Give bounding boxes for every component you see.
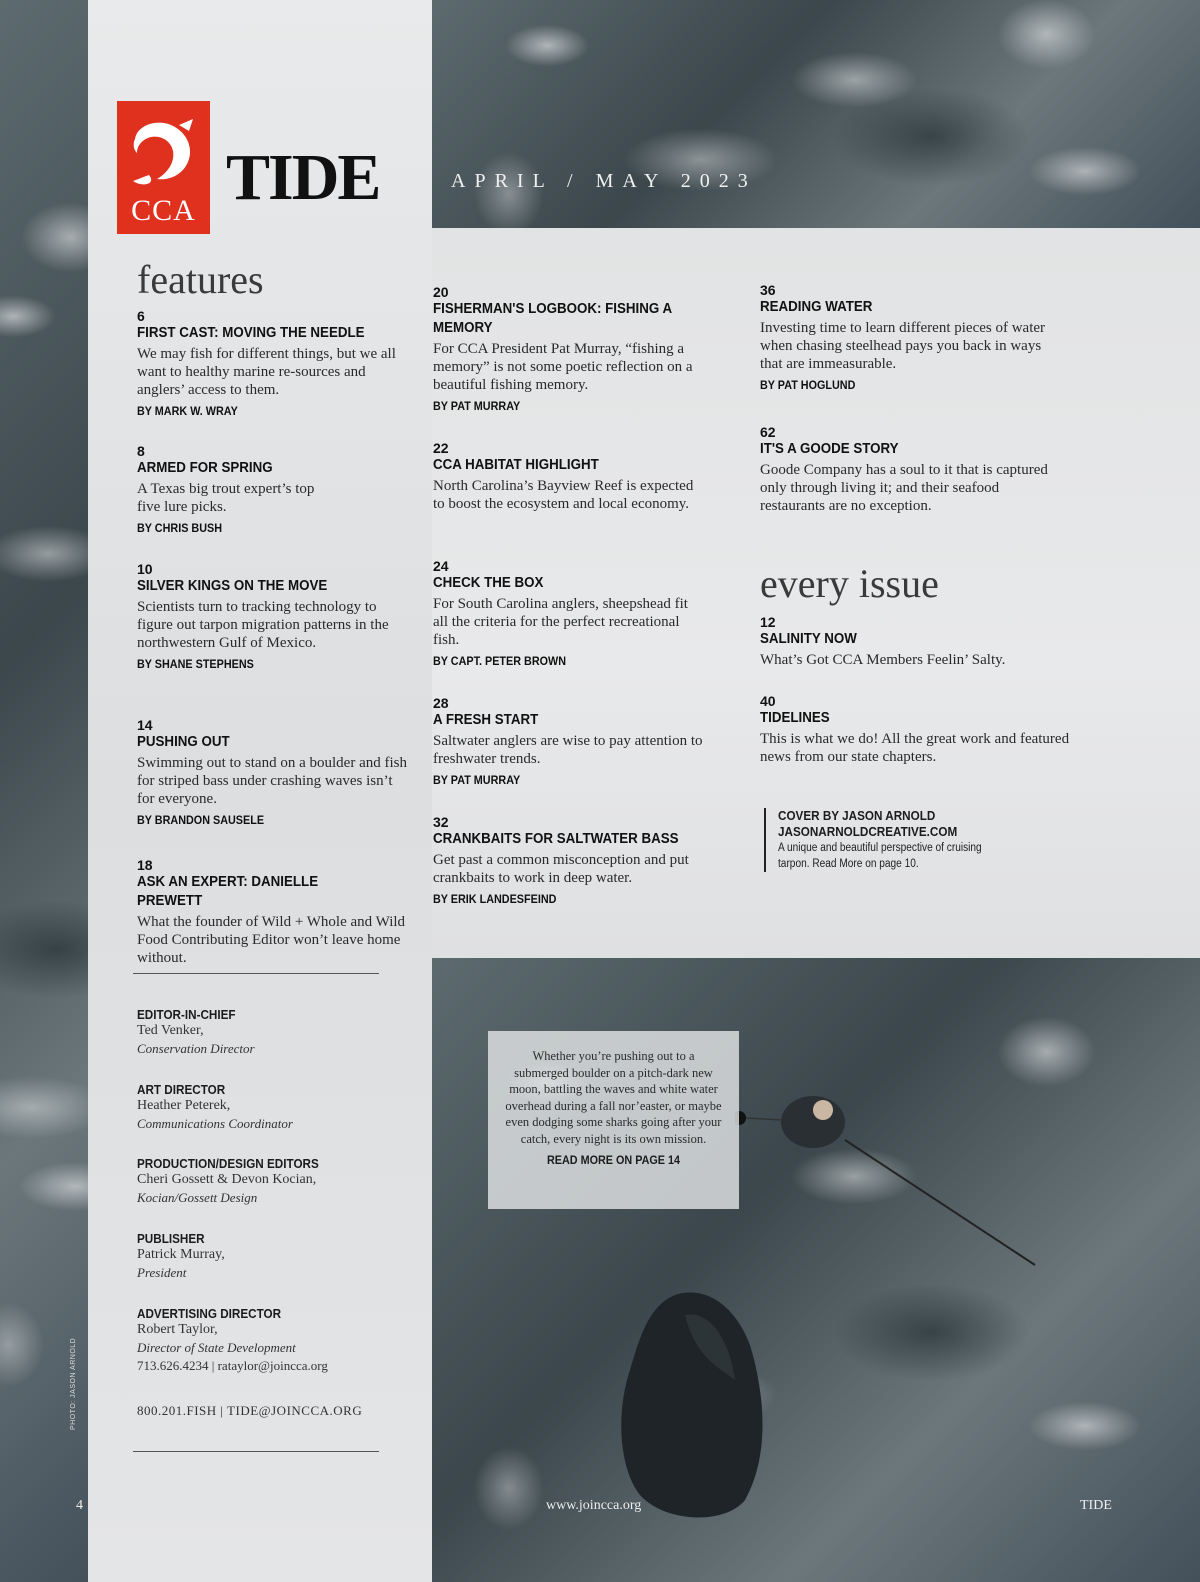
- logo-text: CCA: [131, 194, 196, 227]
- magazine-title: TIDE: [226, 141, 380, 214]
- staff-role: PRODUCTION/DESIGN EDITORS: [137, 1156, 319, 1171]
- water-photo-top: [432, 0, 1200, 228]
- contact-line[interactable]: 800.201.FISH | TIDE@JOINCCA.ORG: [137, 1403, 363, 1418]
- cca-logo: [117, 101, 210, 234]
- toc-byline: BY BRANDON SAUSELE: [137, 813, 265, 827]
- toc-title: A FRESH START: [433, 712, 539, 728]
- cover-credit-site[interactable]: JASONARNOLDCREATIVE.COM: [778, 824, 958, 839]
- every-issue-heading: every issue: [760, 561, 939, 606]
- toc-page: 8: [137, 443, 145, 459]
- staff-role: PUBLISHER: [137, 1231, 205, 1246]
- staff-role: ADVERTISING DIRECTOR: [137, 1306, 282, 1321]
- toc-item[interactable]: [137, 857, 407, 967]
- toc-page: 24: [433, 558, 449, 574]
- toc-desc: For CCA President Pat Murray, “fishing a memory” is not some poetic reflection on a beautiful fishing memory.: [433, 341, 693, 393]
- staff-entry: [137, 1007, 407, 1058]
- toc-byline: BY SHANE STEPHENS: [137, 657, 254, 671]
- staff-entry: [137, 1156, 407, 1207]
- photo-credit: PHOTO: JASON ARNOLD: [70, 1337, 77, 1430]
- issue-date: APRIL / MAY 2023: [451, 170, 757, 192]
- toc-item[interactable]: [137, 443, 337, 536]
- toc-byline: BY CAPT. PETER BROWN: [433, 654, 567, 668]
- toc-title: ASK AN EXPERT: DANIELLE PREWETT: [137, 874, 319, 909]
- toc-page: 18: [137, 857, 153, 873]
- staff-name: Robert Taylor,: [137, 1322, 218, 1337]
- toc-item[interactable]: [433, 558, 703, 669]
- toc-title: SILVER KINGS ON THE MOVE: [137, 578, 328, 594]
- toc-title: TIDELINES: [760, 710, 830, 726]
- toc-item[interactable]: [760, 282, 1060, 393]
- divider: [133, 973, 379, 974]
- toc-desc: Goode Company has a soul to it that is captured only through living it; and their seafood restaurants are no exception.: [760, 462, 1048, 514]
- toc-title: CRANKBAITS FOR SALTWATER BASS: [433, 831, 679, 847]
- divider: [133, 1451, 379, 1452]
- toc-desc: Investing time to learn different pieces of water when chasing steelhead pays you back in ways that are immeasurable.: [760, 320, 1046, 372]
- toc-desc: For South Carolina anglers, sheepshead fit all the criteria for the perfect recreational fish.: [433, 596, 688, 648]
- toc-title: SALINITY NOW: [760, 631, 857, 647]
- toc-byline: BY PAT HOGLUND: [760, 378, 856, 392]
- toc-item[interactable]: [137, 561, 407, 672]
- staff-entry: [137, 1082, 407, 1133]
- toc-title: IT'S A GOODE STORY: [760, 441, 899, 457]
- staff-position: Conservation Director: [137, 1041, 255, 1056]
- toc-desc: Saltwater anglers are wise to pay attention to freshwater trends.: [433, 733, 703, 767]
- cover-credit-desc: A unique and beautiful perspective of cruising tarpon. Read More on page 10.: [778, 842, 982, 870]
- toc-desc: Swimming out to stand on a boulder and fish for striped bass under crashing waves isn’t for everyone.: [137, 755, 407, 807]
- toc-page: 32: [433, 814, 449, 830]
- toc-item[interactable]: [137, 717, 407, 828]
- toc-item[interactable]: [433, 695, 703, 788]
- callout-text: Whether you’re pushing out to a submerged boulder on a pitch-dark new moon, battling the waves and white water overhead during a fall nor’easter, or maybe even dodging some sharks going after your catch, every night is its own mission.: [505, 1049, 722, 1146]
- staff-entry: [137, 1231, 407, 1282]
- toc-item[interactable]: [137, 308, 407, 419]
- toc-page: 14: [137, 717, 153, 733]
- toc-desc: What’s Got CCA Members Feelin’ Salty.: [760, 652, 1006, 668]
- toc-title: CCA HABITAT HIGHLIGHT: [433, 457, 599, 473]
- staff-role: ART DIRECTOR: [137, 1082, 226, 1097]
- toc-page: 12: [760, 614, 776, 630]
- toc-item[interactable]: [760, 424, 1060, 515]
- toc-desc: This is what we do! All the great work and featured news from our state chapters.: [760, 731, 1070, 765]
- staff-position: President: [137, 1265, 187, 1280]
- cover-credit: [764, 808, 1018, 872]
- boulder-shape: [615, 1285, 775, 1525]
- staff-position: Communications Coordinator: [137, 1116, 293, 1131]
- toc-item[interactable]: [433, 440, 703, 513]
- toc-desc: North Carolina’s Bayview Reef is expected to boost the ecosystem and local economy.: [433, 478, 694, 512]
- toc-title: FIRST CAST: MOVING THE NEEDLE: [137, 325, 365, 341]
- toc-page: 28: [433, 695, 449, 711]
- staff-name: Patrick Murray,: [137, 1247, 225, 1262]
- toc-title: ARMED FOR SPRING: [137, 460, 273, 476]
- footer-magazine: TIDE: [1080, 1498, 1112, 1513]
- features-heading: features: [137, 257, 264, 302]
- cover-credit-title: COVER BY JASON ARNOLD: [778, 808, 936, 823]
- toc-page: 10: [137, 561, 153, 577]
- toc-title: FISHERMAN'S LOGBOOK: FISHING A MEMORY: [433, 301, 672, 336]
- toc-byline: BY MARK W. WRAY: [137, 404, 238, 418]
- toc-desc: Scientists turn to tracking technology to figure out tarpon migration patterns in the northwestern Gulf of Mexico.: [137, 599, 389, 651]
- footer-website[interactable]: www.joincca.org: [546, 1498, 642, 1513]
- toc-byline: BY CHRIS BUSH: [137, 521, 223, 535]
- toc-page: 36: [760, 282, 776, 298]
- toc-title: CHECK THE BOX: [433, 575, 544, 591]
- toc-item[interactable]: [760, 693, 1070, 766]
- page-number: 4: [76, 1498, 83, 1513]
- toc-desc: What the founder of Wild + Whole and Wild Food Contributing Editor won’t leave home without.: [137, 914, 406, 966]
- read-more-link[interactable]: READ MORE ON PAGE 14: [546, 1153, 681, 1167]
- toc-desc: We may fish for different things, but we all want to healthy marine re-sources and anglers’ access to them.: [137, 346, 396, 398]
- toc-page: 62: [760, 424, 776, 440]
- staff-entry: [137, 1306, 407, 1375]
- toc-desc: Get past a common misconception and put crankbaits to work in deep water.: [433, 852, 689, 886]
- staff-name: Ted Venker,: [137, 1023, 204, 1038]
- toc-page: 20: [433, 284, 449, 300]
- toc-page: 22: [433, 440, 449, 456]
- toc-title: PUSHING OUT: [137, 734, 230, 750]
- toc-item[interactable]: [433, 284, 703, 414]
- toc-page: 6: [137, 308, 145, 324]
- toc-byline: BY ERIK LANDESFEIND: [433, 892, 557, 906]
- angler-figure: [735, 1080, 1065, 1270]
- staff-position: Kocian/Gossett Design: [137, 1190, 258, 1205]
- toc-item[interactable]: [433, 814, 703, 907]
- toc-desc: A Texas big trout expert’s top five lure picks.: [137, 481, 315, 515]
- toc-item[interactable]: [760, 614, 1070, 669]
- staff-name: Cheri Gossett & Devon Kocian,: [137, 1172, 317, 1187]
- staff-name: Heather Peterek,: [137, 1098, 231, 1113]
- toc-byline: BY PAT MURRAY: [433, 399, 521, 413]
- toc-page: 40: [760, 693, 776, 709]
- toc-byline: BY PAT MURRAY: [433, 773, 521, 787]
- toc-title: READING WATER: [760, 299, 873, 315]
- staff-contact[interactable]: 713.626.4234 | rataylor@joincca.org: [137, 1358, 328, 1373]
- fish-icon: [127, 119, 199, 189]
- story-callout: [488, 1031, 739, 1209]
- staff-position: Director of State Development: [137, 1340, 296, 1355]
- staff-role: EDITOR-IN-CHIEF: [137, 1007, 236, 1022]
